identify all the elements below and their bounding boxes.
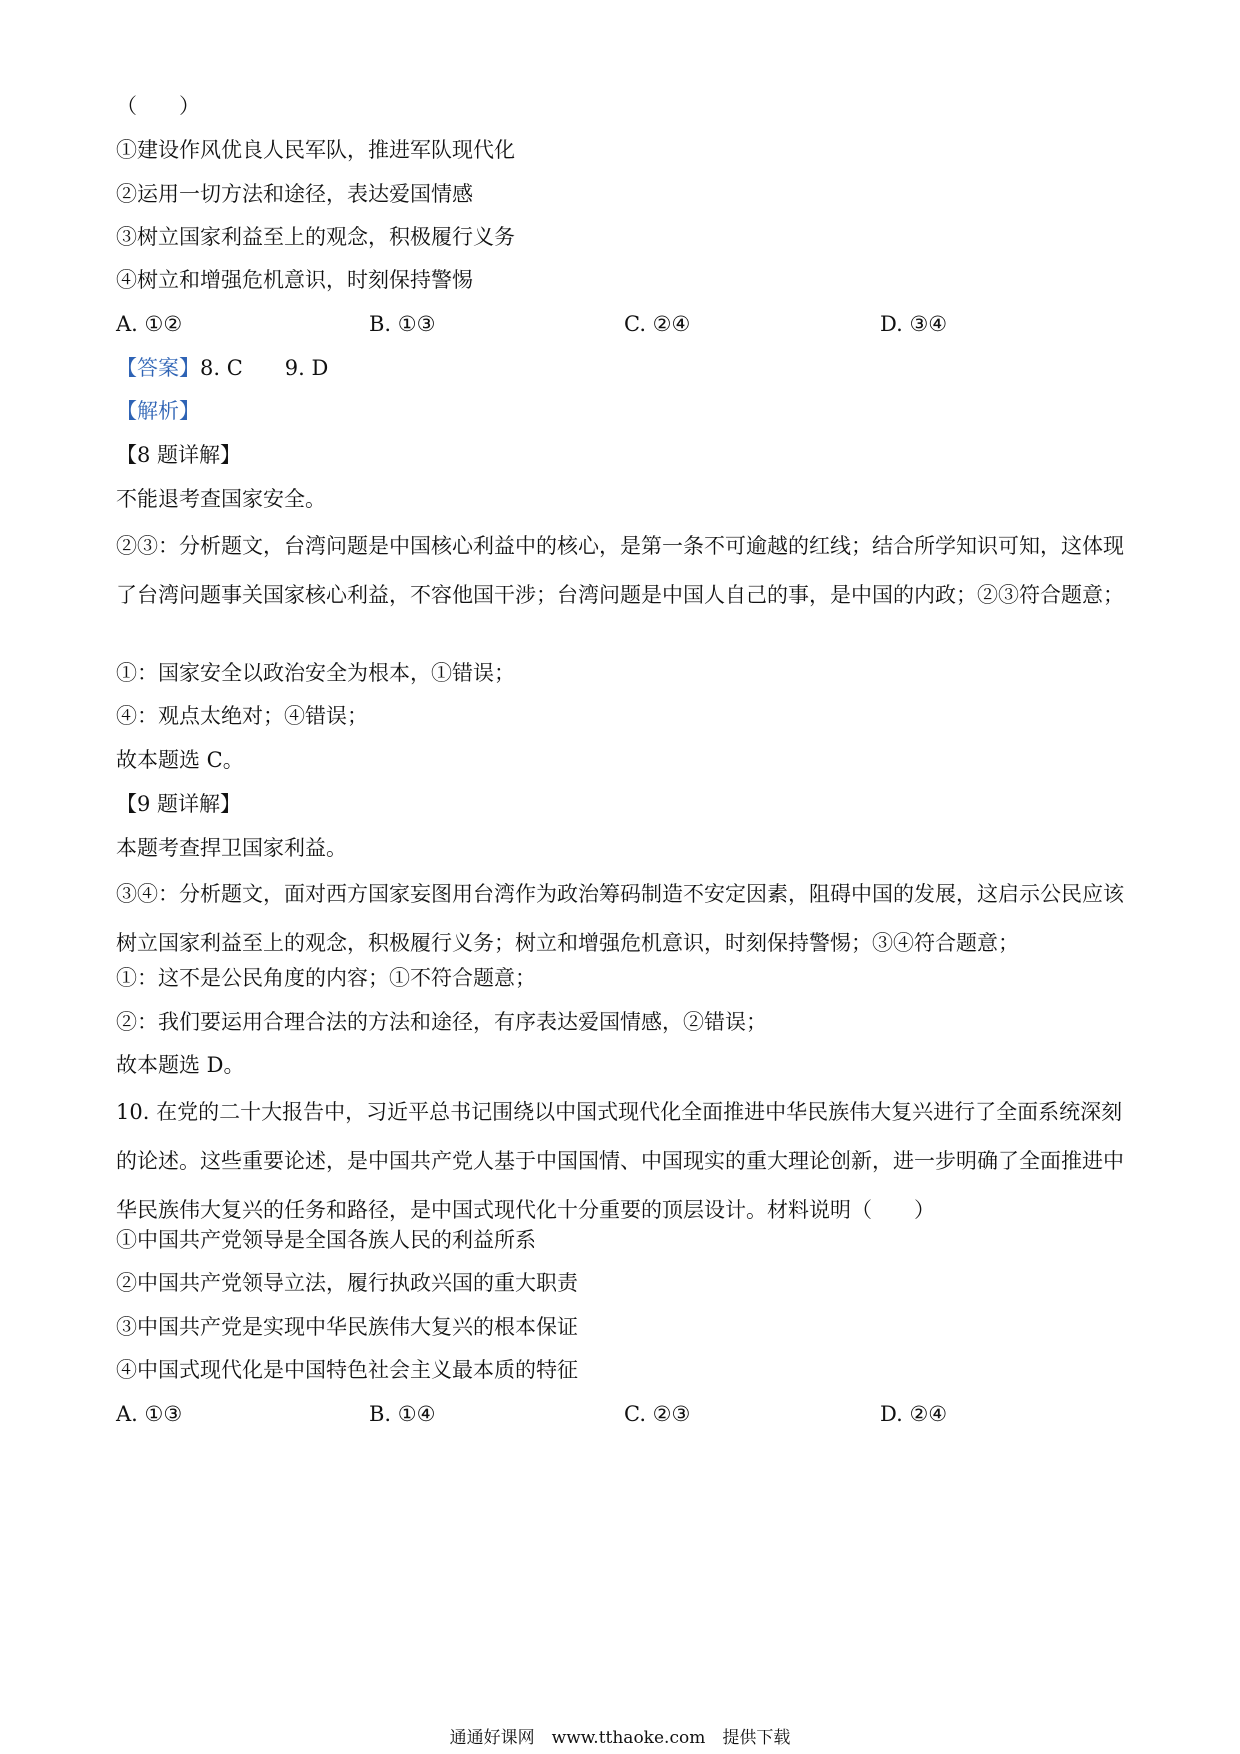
detail9-line-4: ②：我们要运用合理合法的方法和途径，有序表达爱国情感，②错误； (116, 1010, 767, 1034)
detail8-line-5: 故本题选 C。 (116, 748, 244, 772)
q10-option-d: D. ②④ (880, 1402, 948, 1426)
detail9-heading: 【9 题详解】 (116, 792, 242, 816)
detail9-line-5: 故本题选 D。 (116, 1053, 245, 1077)
q9-option-b: B. ①③ (369, 312, 436, 336)
detail8-paragraph-2: ②③：分析题文，台湾问题是中国核心利益中的核心，是第一条不可逾越的红线；结合所学知识可知，这体现了台湾问题事关国家核心利益，不容他国干涉；台湾问题是中国人自己的事，是中国的内政；②③符合题意； (116, 534, 1124, 607)
q10-statement-2: ②中国共产党领导立法，履行执政兴国的重大职责 (116, 1271, 578, 1295)
q10-statement-3: ③中国共产党是实现中华民族伟大复兴的根本保证 (116, 1315, 578, 1339)
detail9-line-3: ①：这不是公民角度的内容；①不符合题意； (116, 966, 536, 990)
q10-stem: 10. 在党的二十大报告中，习近平总书记围绕以中国式现代化全面推进中华民族伟大复兴进行了全面系统深刻的论述。这些重要论述，是中国共产党人基于中国国情、中国现实的重大理论创新，进一步明确了全面推进中华民族伟大复兴的任务和路径，是中国式现代化十分重要的顶层设计。材料说明（ ） (116, 1100, 1124, 1222)
q9-answer-paren: （ ） (116, 94, 200, 118)
detail8-line-1: 不能退考查国家安全。 (116, 487, 326, 511)
q10-option-a: A. ①③ (116, 1402, 183, 1426)
page-footer: 通通好课网 www.tthaoke.com 提供下载 (449, 1728, 791, 1748)
q10-statement-4: ④中国式现代化是中国特色社会主义最本质的特征 (116, 1358, 578, 1382)
q9-option-c: C. ②④ (624, 312, 691, 336)
answer-text: 8. C 9. D (200, 356, 329, 380)
q10-option-c: C. ②③ (624, 1402, 691, 1426)
detail8-line-4: ④：观点太绝对；④错误； (116, 704, 368, 728)
detail8-heading: 【8 题详解】 (116, 443, 242, 467)
analysis-label: 【解析】 (116, 399, 200, 423)
q10-statement-1: ①中国共产党领导是全国各族人民的利益所系 (116, 1228, 536, 1252)
q10-option-b: B. ①④ (369, 1402, 436, 1426)
q9-statement-2: ②运用一切方法和途径，表达爱国情感 (116, 182, 473, 206)
detail8-line-3: ①：国家安全以政治安全为根本，①错误； (116, 661, 515, 685)
q9-option-a: A. ①② (116, 312, 183, 336)
answer-line (116, 353, 328, 383)
detail9-line-1: 本题考查捍卫国家利益。 (116, 836, 347, 860)
q9-statement-1: ①建设作风优良人民军队，推进军队现代化 (116, 138, 515, 162)
q9-statement-4: ④树立和增强危机意识，时刻保持警惕 (116, 268, 473, 292)
q9-statement-3: ③树立国家利益至上的观念，积极履行义务 (116, 225, 515, 249)
detail9-paragraph-2: ③④：分析题文，面对西方国家妄图用台湾作为政治筹码制造不安定因素，阻碍中国的发展，这启示公民应该树立国家利益至上的观念，积极履行义务；树立和增强危机意识，时刻保持警惕；③④符合题意； (116, 882, 1124, 955)
answer-label: 【答案】 (116, 356, 200, 380)
q9-option-d: D. ③④ (880, 312, 948, 336)
